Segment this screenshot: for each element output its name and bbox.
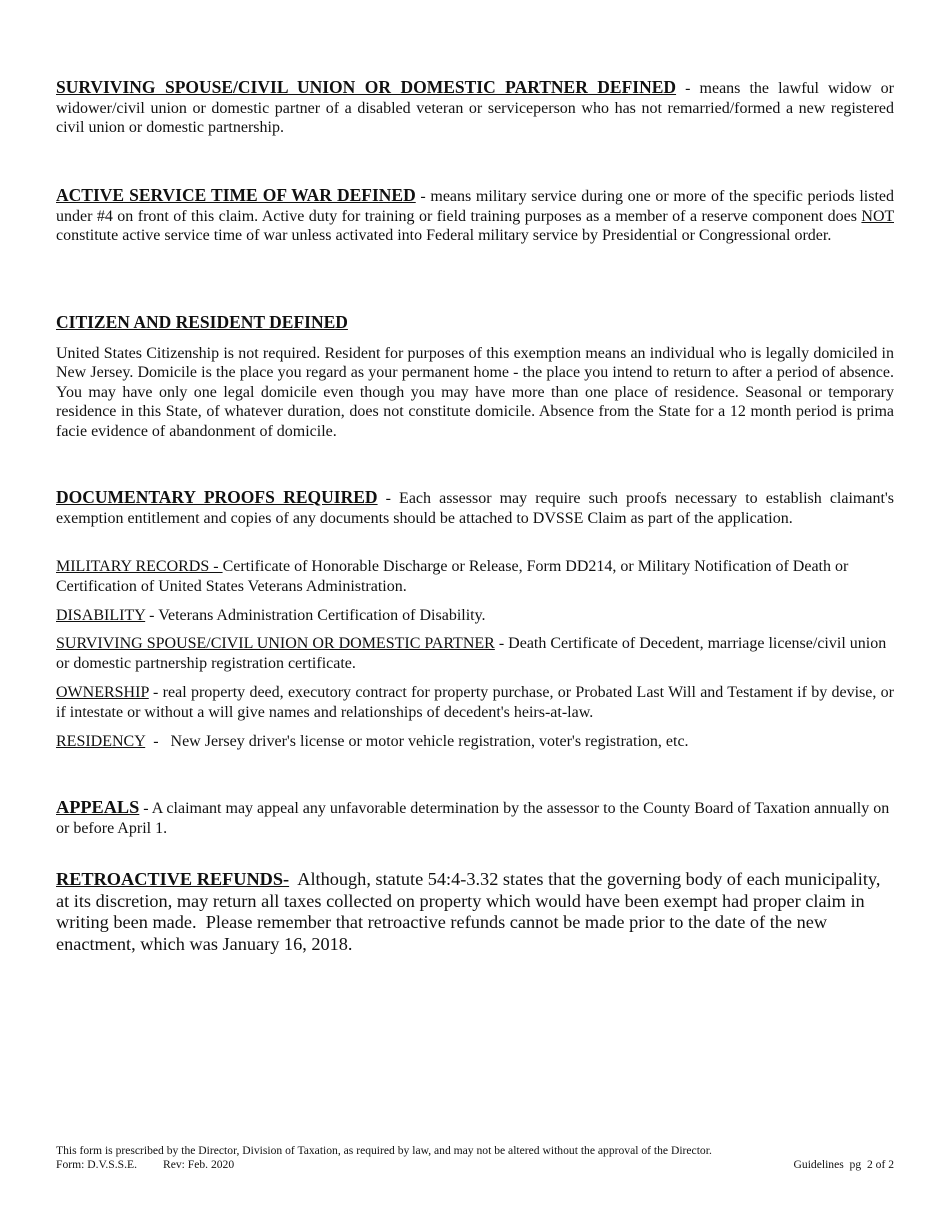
citizen-resident-heading-line <box>56 313 894 334</box>
retroactive-refunds-text: Although, statute 54:4-3.32 states that the governing body of each municipality, at its discretion, may return all taxes collected on property which would have been exempt had proper claim in writing been made. Please remember that retroactive refunds cannot be made prior to the date of the new enactment, which was January 16, 2018. <box>56 869 886 954</box>
active-service-section <box>56 186 894 246</box>
proof-label-surviving-spouse: SURVIVING SPOUSE/CIVIL UNION OR DOMESTIC PARTNER <box>56 635 495 652</box>
proof-label-disability: DISABILITY <box>56 607 146 624</box>
footer-revision: Rev: Feb. 2020 <box>162 1158 235 1171</box>
proof-surviving-spouse <box>56 634 894 673</box>
citizen-resident-section <box>56 313 894 442</box>
retroactive-refunds-section <box>56 869 894 955</box>
active-service-heading: ACTIVE SERVICE TIME OF WAR DEFINED <box>56 185 416 205</box>
proof-residency <box>56 732 894 752</box>
surviving-spouse-text: - means the lawful widow or widower/civil union or domestic partner of a disabled veteran or serviceperson who has not remarried/formed a new registered civil union or domestic partnership. <box>56 80 894 137</box>
documentary-proofs-heading: DOCUMENTARY PROOFS REQUIRED <box>56 487 378 507</box>
proof-item <box>56 557 894 596</box>
appeals-text: - A claimant may appeal any unfavorable determination by the assessor to the County Board of Taxation annually on or before April 1. <box>56 800 890 837</box>
footer-page-label: Guidelines pg 2 of 2 <box>793 1158 894 1171</box>
citizen-resident-text: United States Citizenship is not required. Resident for purposes of this exemption means an individual who is legally domiciled in New Jersey. Domicile is the place you regard as your permanent home - the place you intend to return to after a period of absence. You may have only one legal domicile even though you may have more than one place of residence. Seasonal or temporary residence in this State, of whatever duration, does not constitute domicile. Absence from the State for a 12 month period is prima facie evidence of abandonment of domicile. <box>56 344 894 440</box>
retroactive-refunds-heading: RETROACTIVE REFUNDS- <box>56 869 290 889</box>
proof-item <box>56 606 894 626</box>
proof-text-disability: - Veterans Administration Certification of Disability. <box>145 607 486 624</box>
proof-text-ownership: - real property deed, executory contract for property purchase, or Probated Last Will and Testament if by devise, or if intestate or without a will give names and relationships of decedent's heirs-at-law. <box>56 684 894 721</box>
documentary-proofs-section <box>56 488 894 528</box>
citizen-resident-heading: CITIZEN AND RESIDENT DEFINED <box>56 312 348 332</box>
surviving-spouse-heading: SURVIVING SPOUSE/CIVIL UNION OR DOMESTIC PARTNER DEFINED <box>56 77 677 97</box>
proof-military-records <box>56 557 894 596</box>
appeals-heading: APPEALS <box>56 797 140 817</box>
active-service-paragraph <box>56 186 894 246</box>
proof-label-military-records: MILITARY RECORDS - <box>56 558 223 575</box>
active-service-text-before: - means military service during one or more of the specific periods listed under #4 on front of this claim. Active duty for training or field training purposes as a member of a reserve component does <box>56 188 894 225</box>
documentary-proofs-text: - Each assessor may require such proofs necessary to establish claimant's exemption entitlement and copies of any documents should be attached to DVSSE Claim as part of the application. <box>56 490 895 527</box>
surviving-spouse-paragraph <box>56 78 894 138</box>
appeals-paragraph <box>56 798 894 838</box>
proof-item <box>56 634 894 673</box>
proof-ownership <box>56 683 894 722</box>
footer-form-info <box>56 1158 234 1172</box>
page-footer <box>56 1144 894 1172</box>
proof-text-surviving-spouse: - Death Certificate of Decedent, marriage license/civil union or domestic partnership registration certificate. <box>56 635 887 672</box>
proof-text-residency: - New Jersey driver's license or motor vehicle registration, voter's registration, etc. <box>145 733 689 750</box>
proof-label-ownership: OWNERSHIP <box>56 684 149 701</box>
active-service-emphasis: NOT <box>861 207 894 225</box>
documentary-proofs-paragraph <box>56 488 894 528</box>
surviving-spouse-section <box>56 78 894 138</box>
footer-row <box>56 1158 894 1172</box>
footer-form: Form: D.V.S.S.E. <box>56 1158 137 1171</box>
proof-item <box>56 683 894 722</box>
active-service-text-after: constitute active service time of war unless activated into Federal military service by Presidential or Congressional order. <box>56 227 832 245</box>
proof-item <box>56 732 894 752</box>
proof-label-residency: RESIDENCY <box>56 733 146 750</box>
retroactive-refunds-paragraph <box>56 869 894 955</box>
proof-disability <box>56 606 894 626</box>
footer-notice: This form is prescribed by the Director, Division of Taxation, as required by law, and may not be altered without the approval of the Director. <box>56 1144 712 1157</box>
appeals-section <box>56 798 894 838</box>
proof-text-military-records: Certificate of Honorable Discharge or Release, Form DD214, or Military Notification of Death or Certification of United States Veterans Administration. <box>56 558 849 595</box>
document-page <box>56 0 894 1230</box>
